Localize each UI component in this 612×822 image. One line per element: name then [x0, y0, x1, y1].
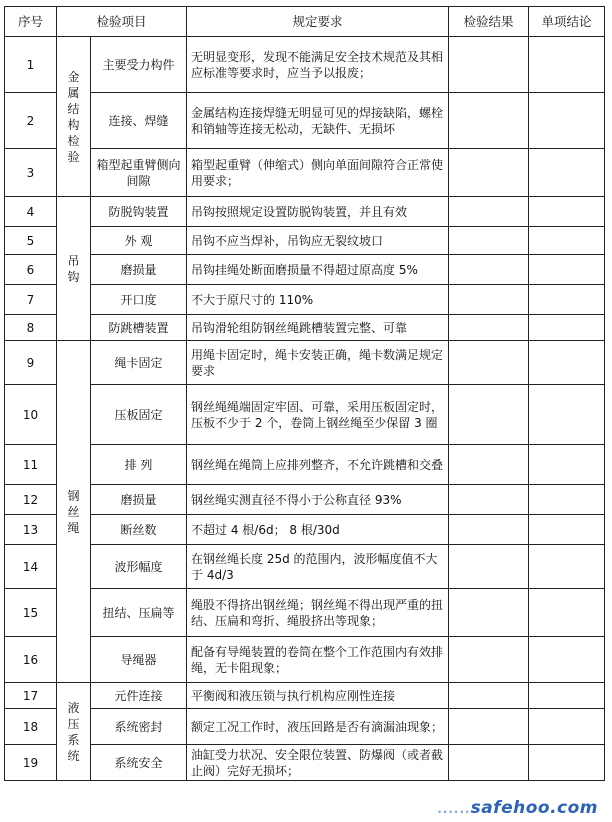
row-requirement: 额定工况工作时，液压回路是否有滴漏油现象；: [187, 709, 449, 745]
row-item: 防脱钩装置: [91, 197, 187, 227]
row-item: 波形幅度: [91, 545, 187, 589]
row-result: [449, 683, 529, 709]
header-conclusion: 单项结论: [529, 7, 605, 37]
watermark-dots: ......: [437, 802, 471, 816]
row-requirement: 不大于原尺寸的 110%: [187, 285, 449, 315]
table-row: [5, 315, 605, 341]
row-requirement: 用绳卡固定时，绳卡安装正确，绳卡数满足规定要求: [187, 341, 449, 385]
row-result: [449, 255, 529, 285]
row-result: [449, 445, 529, 485]
row-conclusion: [529, 589, 605, 637]
row-result: [449, 545, 529, 589]
row-number: 14: [5, 545, 57, 589]
row-requirement: 不超过 4 根/6d； 8 根/30d: [187, 515, 449, 545]
row-item: 连接、焊缝: [91, 93, 187, 149]
table-row: [5, 589, 605, 637]
header-no: 序号: [5, 7, 57, 37]
watermark: [437, 798, 598, 818]
row-number: 10: [5, 385, 57, 445]
table-row: [5, 255, 605, 285]
row-number: 18: [5, 709, 57, 745]
row-requirement: 平衡阀和液压锁与执行机构应刚性连接: [187, 683, 449, 709]
row-conclusion: [529, 285, 605, 315]
row-result: [449, 341, 529, 385]
row-result: [449, 37, 529, 93]
row-requirement: 钢丝绳在绳筒上应排列整齐，不允许跳槽和交叠: [187, 445, 449, 485]
row-requirement: 吊钩挂绳处断面磨损量不得超过原高度 5%: [187, 255, 449, 285]
row-requirement: 绳股不得挤出钢丝绳；钢丝绳不得出现严重的扭结、压扁和弯折、绳股挤出等现象；: [187, 589, 449, 637]
table-row: [5, 485, 605, 515]
row-conclusion: [529, 385, 605, 445]
row-conclusion: [529, 515, 605, 545]
table-row: [5, 545, 605, 589]
row-result: [449, 485, 529, 515]
row-requirement: 在钢丝绳长度 25d 的范围内，波形幅度值不大于 4d/3: [187, 545, 449, 589]
category-hydraulic-system: 液压系统: [57, 683, 91, 781]
row-item: 压板固定: [91, 385, 187, 445]
row-result: [449, 93, 529, 149]
row-item: 绳卡固定: [91, 341, 187, 385]
row-number: 16: [5, 637, 57, 683]
row-conclusion: [529, 255, 605, 285]
row-result: [449, 637, 529, 683]
row-conclusion: [529, 445, 605, 485]
row-item: 防跳槽装置: [91, 315, 187, 341]
row-result: [449, 227, 529, 255]
table-row: [5, 445, 605, 485]
row-conclusion: [529, 341, 605, 385]
row-conclusion: [529, 227, 605, 255]
header-requirement: 规定要求: [187, 7, 449, 37]
table-row: [5, 385, 605, 445]
row-number: 7: [5, 285, 57, 315]
row-number: 17: [5, 683, 57, 709]
table-row: [5, 745, 605, 781]
row-item: 系统密封: [91, 709, 187, 745]
row-result: [449, 745, 529, 781]
table-header-row: [5, 7, 605, 37]
row-conclusion: [529, 637, 605, 683]
row-conclusion: [529, 315, 605, 341]
row-item: 箱型起重臂侧向间隙: [91, 149, 187, 197]
row-number: 2: [5, 93, 57, 149]
table-row: [5, 341, 605, 385]
row-requirement: 箱型起重臂（伸缩式）侧向单面间隙符合正常使用要求；: [187, 149, 449, 197]
row-number: 9: [5, 341, 57, 385]
row-number: 3: [5, 149, 57, 197]
category-wire-rope: 钢丝绳: [57, 341, 91, 683]
row-requirement: 钢丝绳实测直径不得小于公称直径 93%: [187, 485, 449, 515]
table-row: [5, 37, 605, 93]
table-row: [5, 197, 605, 227]
row-item: 导绳器: [91, 637, 187, 683]
row-number: 8: [5, 315, 57, 341]
row-conclusion: [529, 709, 605, 745]
row-number: 5: [5, 227, 57, 255]
row-number: 12: [5, 485, 57, 515]
row-result: [449, 315, 529, 341]
row-requirement: 配备有导绳装置的卷筒在整个工作范围内有效排绳，无卡阻现象；: [187, 637, 449, 683]
row-item: 外 观: [91, 227, 187, 255]
row-result: [449, 709, 529, 745]
row-requirement: 吊钩滑轮组防钢丝绳跳槽装置完整、可靠: [187, 315, 449, 341]
row-number: 11: [5, 445, 57, 485]
table-row: [5, 149, 605, 197]
watermark-text: safehoo.com: [470, 798, 598, 818]
header-item: 检验项目: [57, 7, 187, 37]
row-number: 13: [5, 515, 57, 545]
row-number: 4: [5, 197, 57, 227]
category-metal-structure: 金属结构检验: [57, 37, 91, 197]
table-row: [5, 227, 605, 255]
row-item: 开口度: [91, 285, 187, 315]
table-row: [5, 683, 605, 709]
row-result: [449, 149, 529, 197]
row-requirement: 无明显变形，发现不能满足安全技术规范及其相应标准等要求时，应当予以报废；: [187, 37, 449, 93]
row-item: 磨损量: [91, 485, 187, 515]
row-number: 6: [5, 255, 57, 285]
row-item: 断丝数: [91, 515, 187, 545]
row-conclusion: [529, 93, 605, 149]
table-row: [5, 637, 605, 683]
row-conclusion: [529, 485, 605, 515]
row-conclusion: [529, 149, 605, 197]
category-hook: 吊钩: [57, 197, 91, 341]
row-item: 磨损量: [91, 255, 187, 285]
row-number: 19: [5, 745, 57, 781]
row-conclusion: [529, 37, 605, 93]
row-conclusion: [529, 197, 605, 227]
row-item: 主要受力构件: [91, 37, 187, 93]
table-row: [5, 709, 605, 745]
row-conclusion: [529, 545, 605, 589]
row-requirement: 吊钩不应当焊补，吊钩应无裂纹坡口: [187, 227, 449, 255]
table-row: [5, 285, 605, 315]
row-item: 排 列: [91, 445, 187, 485]
row-requirement: 金属结构连接焊缝无明显可见的焊接缺陷，螺栓和销轴等连接无松动，无缺件、无损坏: [187, 93, 449, 149]
row-requirement: 吊钩按照规定设置防脱钩装置，并且有效: [187, 197, 449, 227]
row-result: [449, 385, 529, 445]
row-result: [449, 589, 529, 637]
header-result: 检验结果: [449, 7, 529, 37]
row-result: [449, 515, 529, 545]
row-number: 1: [5, 37, 57, 93]
table-row: [5, 515, 605, 545]
row-result: [449, 285, 529, 315]
row-requirement: 钢丝绳绳端固定牢固、可靠，采用压板固定时，压板不少于 2 个，卷筒上钢丝绳至少保留 3 圈: [187, 385, 449, 445]
row-result: [449, 197, 529, 227]
row-conclusion: [529, 745, 605, 781]
row-item: 扭结、压扁等: [91, 589, 187, 637]
inspection-table: [4, 6, 605, 781]
row-requirement: 油缸受力状况、安全限位装置、防爆阀（或者截止阀）完好无损坏；: [187, 745, 449, 781]
row-item: 元件连接: [91, 683, 187, 709]
row-number: 15: [5, 589, 57, 637]
row-conclusion: [529, 683, 605, 709]
row-item: 系统安全: [91, 745, 187, 781]
table-row: [5, 93, 605, 149]
